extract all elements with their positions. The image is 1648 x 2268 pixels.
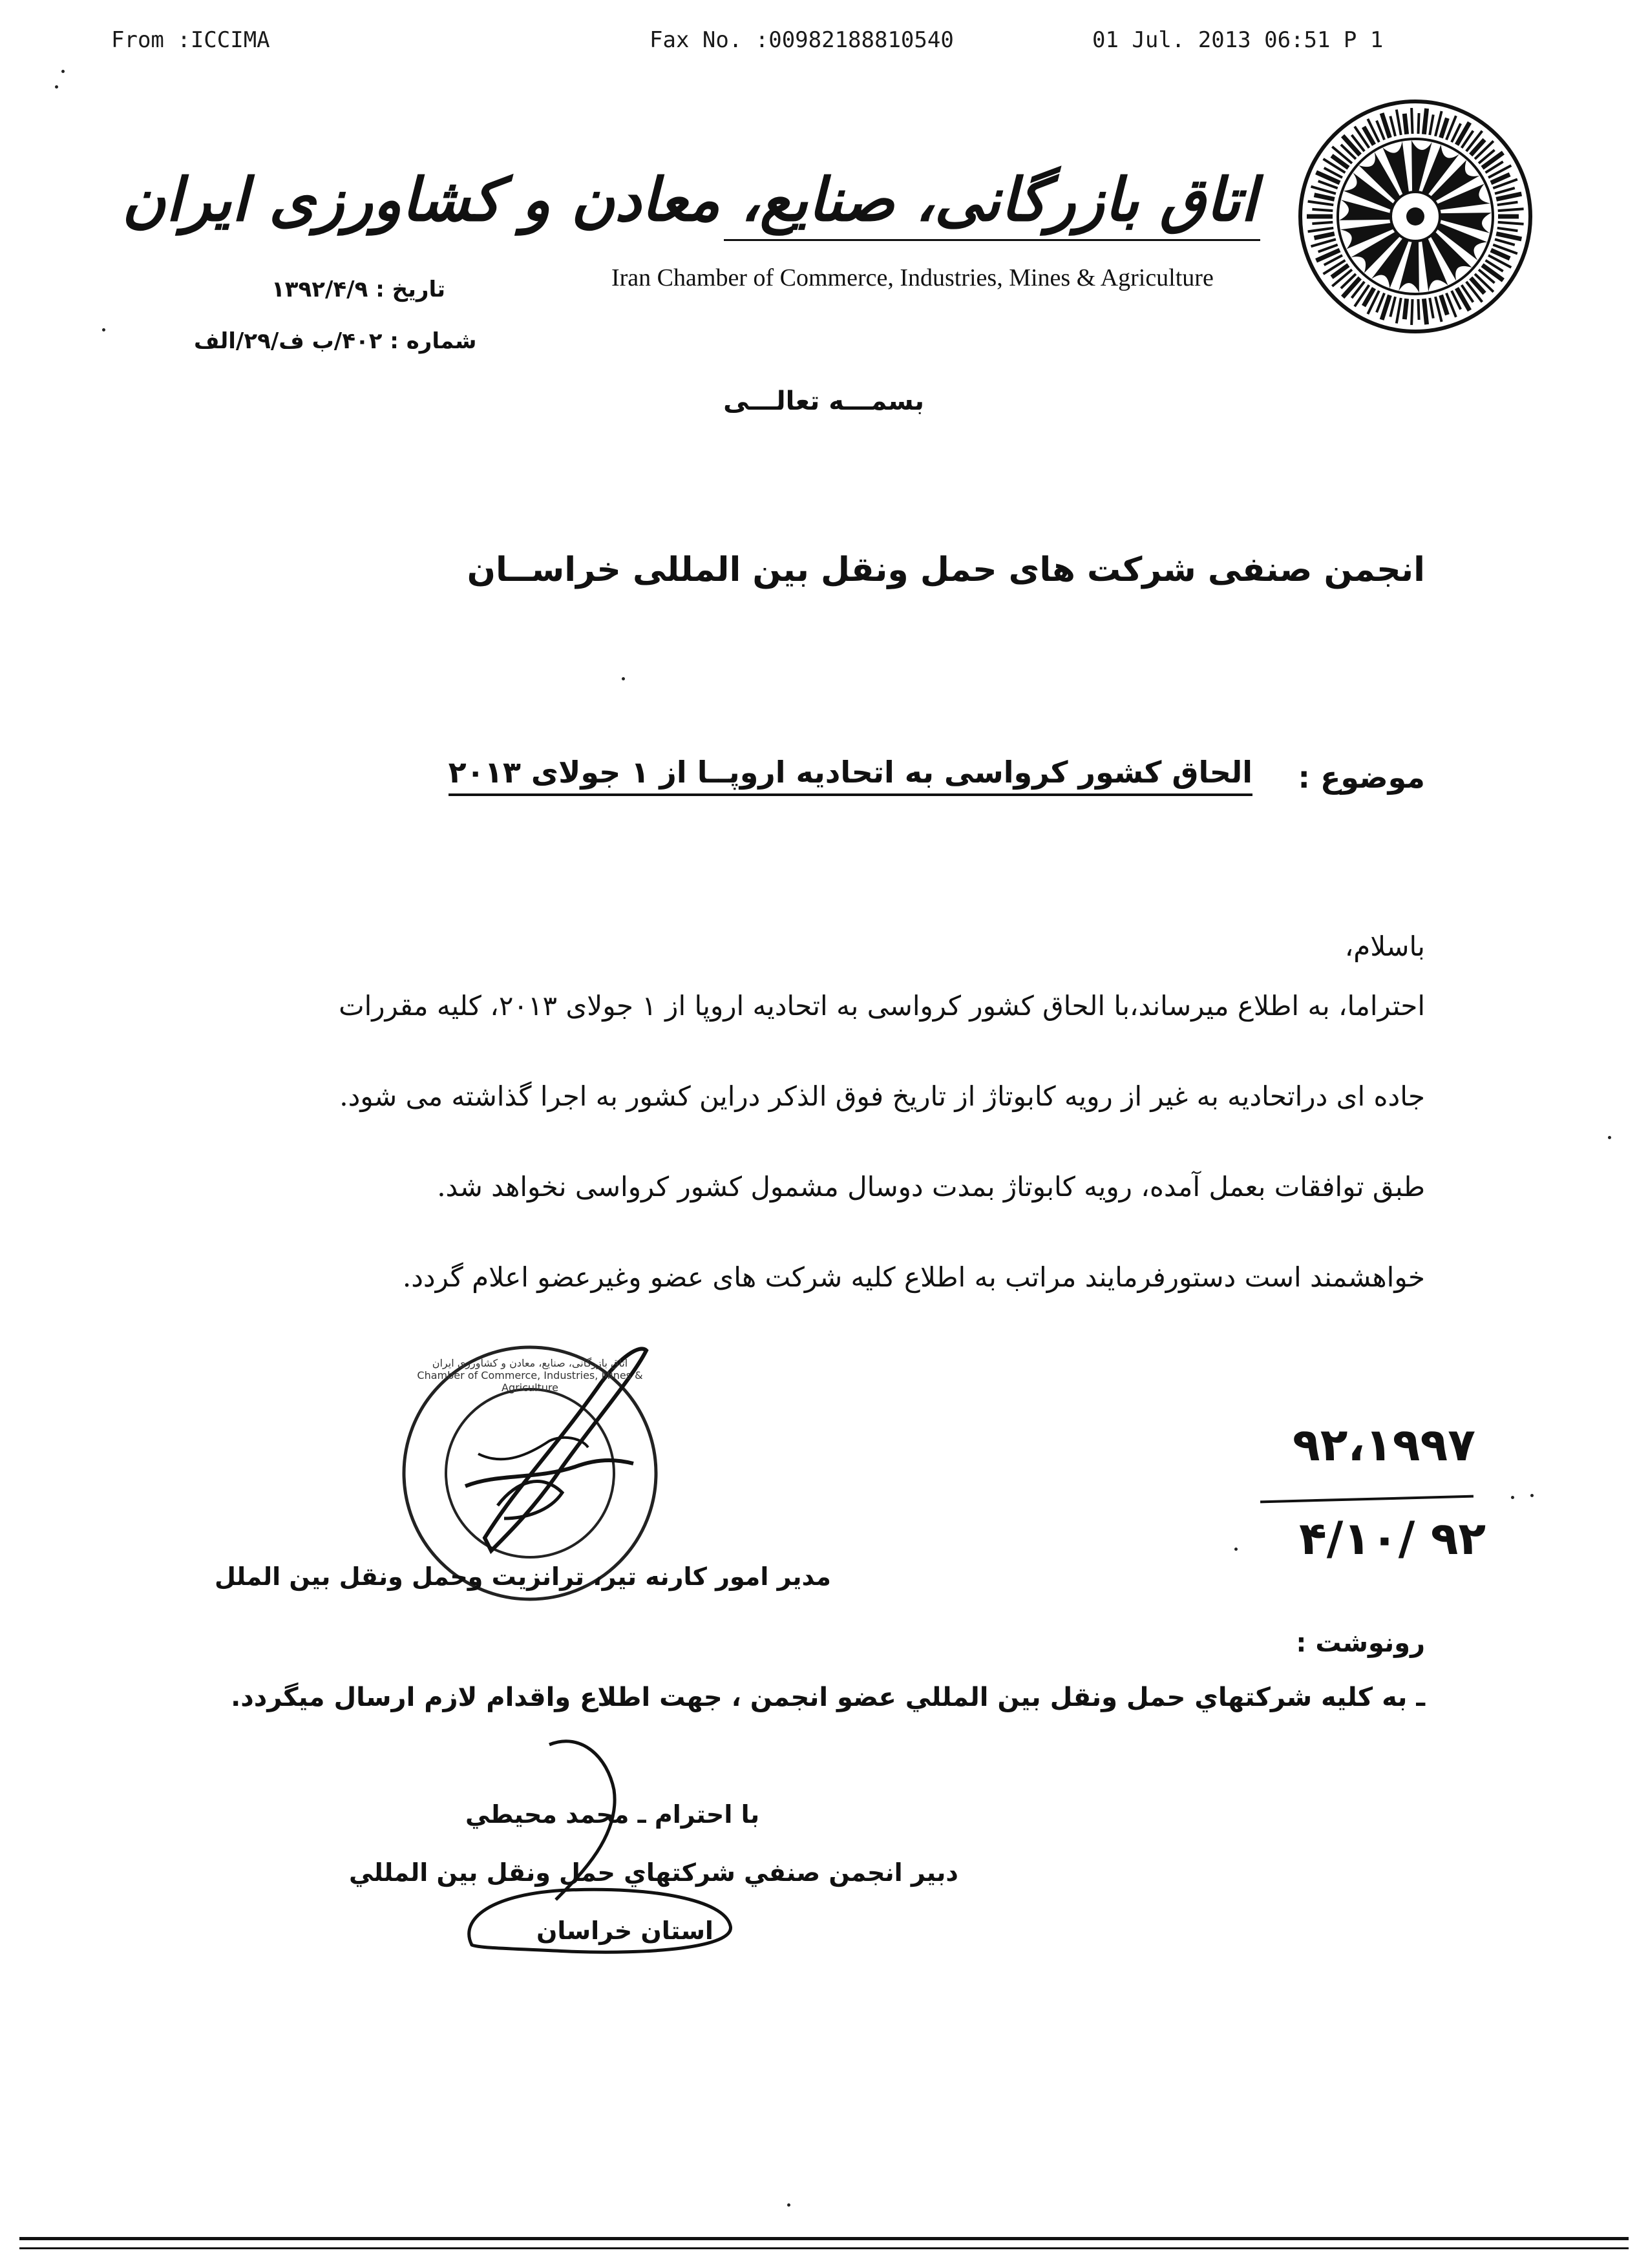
fax-from: From :ICCIMA: [111, 27, 270, 53]
scan-border-line: [19, 2237, 1629, 2240]
subject-label: موضوع :: [1298, 760, 1425, 795]
logo-ring-mark: [1497, 228, 1518, 231]
scan-speck: [1608, 1136, 1611, 1139]
logo-ring-mark: [1418, 299, 1419, 320]
signatory-role: مدیر امور کارنه تیر، ترانزیت وحمل ونقل بین الملل: [215, 1562, 831, 1591]
org-name-english: Iran Chamber of Commerce, Industries, Mines & Agriculture: [611, 264, 1214, 291]
logo-ring-mark: [1483, 152, 1503, 168]
scan-speck: [61, 70, 65, 73]
logo-ring-mark: [1498, 222, 1524, 224]
letter-date: تاریخ : ۱۳۹۲/۴/۹: [271, 277, 446, 302]
logo-ring-mark: [1311, 187, 1336, 194]
fax-number: Fax No. :00982188810540: [650, 27, 954, 53]
org-name-persian: اتاق بازرگانی، صنایع، معادن و کشاورزی ایران: [121, 165, 1257, 235]
logo-ring-mark: [1397, 110, 1401, 135]
cc-text: ـ به كليه شركتهاي حمل ونقل بين المللي عضو انجمن ، جهت اطلاع واقدام لازم ارسال ميگردد.: [231, 1683, 1425, 1712]
logo-ring-mark: [1430, 298, 1433, 319]
handwritten-reference-date: ۹۲ /۴/۱۰: [1299, 1512, 1486, 1565]
scan-speck: [1511, 1496, 1514, 1499]
bismillah-heading: بسمـــه تعالـــی: [723, 386, 924, 416]
logo-ring-mark: [1498, 209, 1524, 211]
letterhead-divider: [724, 239, 1260, 241]
subject-text: الحاق کشور کرواسی به اتحادیه اروپــا از ۱ جولای ۲۰۱۳: [449, 755, 1252, 796]
logo-ring-mark: [1311, 239, 1336, 246]
cc-label: رونوشت :: [1296, 1628, 1425, 1658]
reference-divider: [1260, 1495, 1474, 1504]
scan-speck: [1234, 1548, 1238, 1551]
logo-ring-mark: [1441, 118, 1448, 138]
signer-title: دبير انجمن صنفي شركتهاي حمل ونقل بين المللي: [349, 1858, 958, 1887]
scan-speck: [622, 677, 625, 680]
body-paragraph: احتراما، به اطلاع میرساند،با الحاق کشور کرواسی به اتحادیه اروپا از ۱ جولای ۲۰۱۳، کلیه مقررات: [339, 990, 1425, 1022]
logo-ring-mark: [1312, 209, 1333, 211]
logo-ring-mark: [1397, 298, 1401, 323]
logo-ring-mark: [1404, 299, 1406, 319]
scan-speck: [102, 328, 105, 331]
logo-ring-mark: [1497, 202, 1518, 205]
logo-ring-mark: [1343, 136, 1360, 155]
logo-ring-mark: [1308, 228, 1334, 232]
logo-ring-mark: [1314, 234, 1334, 238]
logo-ring-mark: [1308, 202, 1334, 205]
handwritten-reference-number: ۹۲،۱۹۹۷: [1293, 1418, 1475, 1471]
signer-regards: با احترام ـ محمد محيطي: [465, 1800, 760, 1829]
logo-ring-mark: [1418, 113, 1419, 134]
scan-speck: [55, 85, 58, 89]
body-paragraph: خواهشمند است دستورفرمایند مراتب به اطلاع کلیه شرکت های عضو وغیرعضو اعلام گردد.: [402, 1261, 1425, 1293]
logo-ring-mark: [1496, 234, 1521, 239]
signature-scribble-icon: [452, 1732, 750, 1964]
logo-ring-mark: [1411, 108, 1412, 134]
recipient: انجمن صنفی شرکت های حمل ونقل بین المللی خراســان: [467, 551, 1425, 589]
logo-ring-mark: [1495, 239, 1515, 245]
logo-ring-mark: [1441, 295, 1448, 315]
logo-ring-mark: [1424, 109, 1426, 134]
logo-ring-mark: [1424, 299, 1426, 324]
logo-ring-mark: [1411, 299, 1412, 325]
body-paragraph: جاده ای دراتحادیه به غیر از رویه کابوتاژ از تاریخ فوق الذکر دراین کشور به اجرا گذاشته می شود.: [339, 1080, 1425, 1112]
letter-number: شماره : ۴۰۲/ب ف/۲۹/الف: [194, 328, 477, 354]
logo-ring-mark: [1314, 195, 1334, 200]
logo-ring-mark: [1312, 222, 1333, 224]
scan-speck: [1530, 1494, 1534, 1497]
chamber-logo-icon: [1293, 94, 1538, 339]
logo-ring-mark: [1404, 114, 1406, 134]
logo-ring-mark: [1495, 188, 1515, 194]
stamp-text: اتاق بازرگانی، صنایع، معادن و کشاورزی ایران Chamber of Commerce, Industries, Mines & Agriculture: [417, 1357, 643, 1394]
greeting: باسلام،: [1344, 930, 1425, 962]
logo-ring-mark: [1483, 265, 1503, 280]
fax-datetime: 01 Jul. 2013 06:51 P 1: [1092, 27, 1384, 53]
logo-ring-mark: [1390, 116, 1395, 136]
scan-border-line: [19, 2247, 1629, 2249]
body-paragraph: طبق توافقات بعمل آمده، رویه کابوتاژ بمدت دوسال مشمول کشور کرواسی نخواهد شد.: [437, 1171, 1425, 1202]
logo-ring-mark: [1430, 114, 1433, 135]
scan-speck: [787, 2203, 790, 2207]
logo-ring-mark: [1343, 278, 1360, 297]
logo-ring-mark: [1390, 297, 1395, 317]
signer-province: استان خراسان: [536, 1916, 713, 1945]
logo-ring-mark: [1496, 194, 1521, 199]
